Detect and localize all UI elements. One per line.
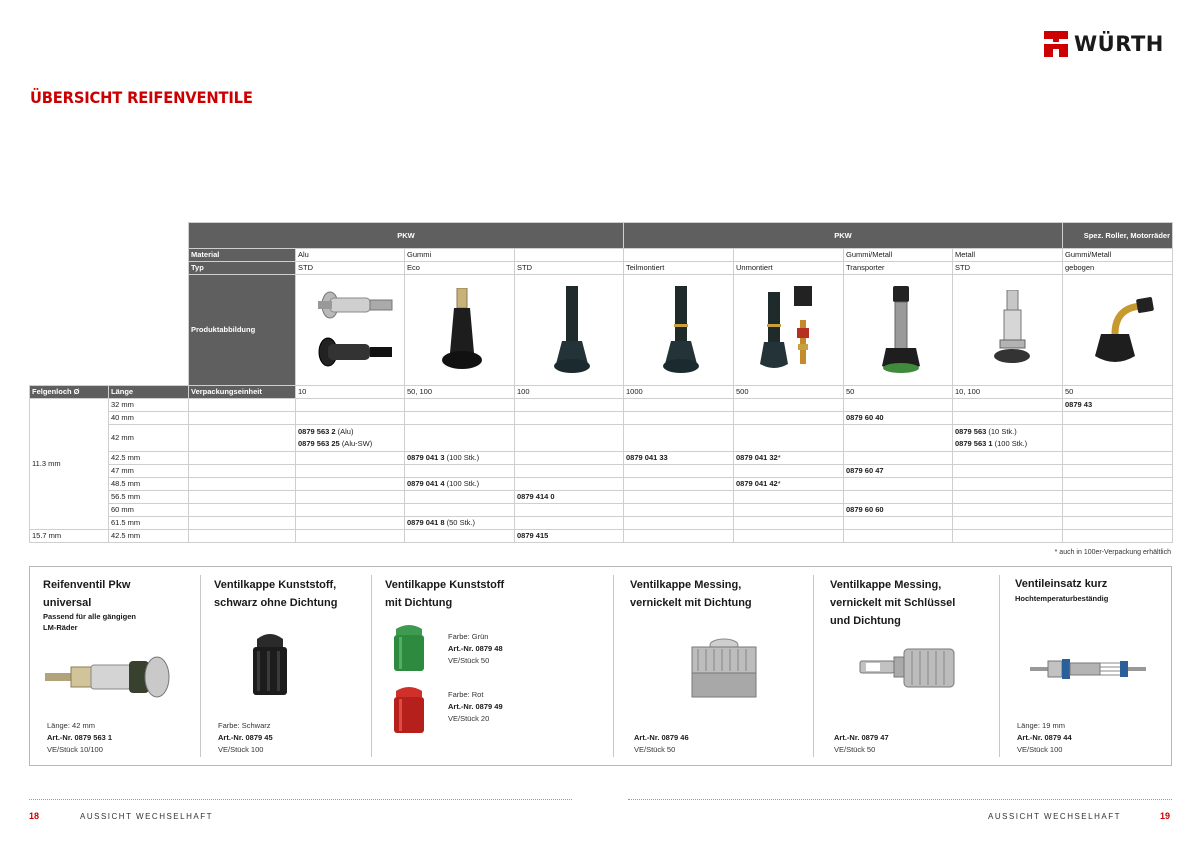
article-number: 0879 041 8 [407,518,445,527]
material-cell [624,249,734,262]
product-ve: VE/Stück 20 [448,714,490,723]
col-label-laenge: Länge [109,386,189,399]
laenge-cell: 42.5 mm [109,452,189,465]
article-note: (10 Stk.) [988,427,1017,436]
laenge-cell: 42.5 mm [109,530,189,543]
table-row [30,452,1173,465]
metal-valve-transporter-icon [876,286,926,376]
footer-divider [628,799,1172,800]
article-number: 0879 43 [1065,400,1093,409]
product-title: universal [43,597,92,609]
product-color: Farbe: Rot [448,690,484,699]
laenge-cell: 32 mm [109,399,189,412]
row-label-material: Material [189,249,296,262]
footer-title-left: AUSSICHT WECHSELHAFT [80,812,213,821]
product-card-ventilkappe-messing [614,567,814,765]
group-header-pkw-2: PKW [624,223,1063,249]
typ-cell: gebogen [1063,262,1173,275]
laenge-cell: 56.5 mm [109,491,189,504]
row-label-produktabbildung: Produktabbildung [189,275,296,386]
product-info: Farbe: Schwarz [218,721,271,730]
snap-in-valve-eco-icon [432,288,492,373]
typ-cell: Eco [405,262,515,275]
laenge-cell: 40 mm [109,412,189,425]
product-card-ventileinsatz [1000,567,1171,765]
product-image-eco [405,275,515,386]
snap-in-valve-std-icon [542,286,602,376]
product-article-number: Art.-Nr. 0879 48 [448,644,503,653]
product-ve: VE/Stück 10/100 [47,745,103,754]
black-valve-cap-icon [245,629,295,704]
article-note: (100 Stk.) [994,439,1028,448]
col-label-verpackung: Verpackungseinheit [189,386,296,399]
verpackung-cell: 1000 [624,386,734,399]
article-number: 0879 60 40 [846,413,884,422]
verpackung-cell: 50, 100 [405,386,515,399]
material-cell [515,249,624,262]
row-label-typ: Typ [189,262,296,275]
table-row [30,517,1173,530]
typ-cell: Unmontiert [734,262,844,275]
material-cell: Alu [296,249,405,262]
card-divider [999,575,1000,757]
article-note: (100 Stk.) [446,453,480,462]
table-row [30,478,1173,491]
footer-title-right: AUSSICHT WECHSELHAFT [988,812,1121,821]
product-title: mit Dichtung [385,597,453,609]
laenge-cell: 61.5 mm [109,517,189,530]
bent-valve-icon [1087,294,1157,369]
table-row [30,399,1173,412]
product-card-ventilkappe-schluessel [814,567,1000,765]
group-header-pkw-1: PKW [189,223,624,249]
product-image-metall [953,275,1063,386]
footer-divider [29,799,572,800]
product-article-number: Art.-Nr. 0879 563 1 [47,733,113,742]
verpackung-cell: 50 [844,386,953,399]
card-divider [371,575,372,757]
product-ve: VE/Stück 50 [834,745,876,754]
verpackung-cell: 50 [1063,386,1173,399]
product-title: Ventileinsatz kurz [1015,578,1108,590]
table-row [30,412,1173,425]
product-card-ventilkappe-schwarz [201,567,372,765]
product-subtitle: Passend für alle gängigen [43,612,136,621]
product-image-transporter [844,275,953,386]
wuerth-logo-icon [1044,31,1068,57]
card-divider [200,575,201,757]
product-ve: VE/Stück 50 [634,745,676,754]
table-row [30,491,1173,504]
metal-valve-std-icon [990,290,1035,375]
table-row [30,425,1173,452]
product-article-number: Art.-Nr. 0879 44 [1017,733,1072,742]
product-title: Ventilkappe Kunststoff [385,579,505,591]
article-number: 0879 414 0 [517,492,555,501]
article-note: (Alu-SW) [341,439,373,448]
verpackung-cell: 500 [734,386,844,399]
product-title: und Dichtung [830,615,901,627]
product-info: Länge: 42 mm [47,721,95,730]
article-number: 0879 041 33 [626,453,668,462]
page-number-right: 19 [1160,811,1171,821]
product-card-reifenventil [30,567,201,765]
article-note: (Alu) [337,427,354,436]
article-number: 0879 563 [955,427,987,436]
snap-in-valve-unmontiert-icon [756,284,836,376]
valve-overview-table [29,222,1173,543]
product-ve: VE/Stück 100 [218,745,264,754]
laenge-cell: 42 mm [109,425,189,452]
product-ve: VE/Stück 50 [448,656,490,665]
alu-valve-silver-icon [308,290,398,320]
product-article-number: Art.-Nr. 0879 46 [634,733,689,742]
article-number: 0879 563 1 [955,439,993,448]
footnote: * auch in 100er-Verpackung erhältlich [1054,549,1171,556]
article-note: (50 Stk.) [446,518,475,527]
product-title: schwarz ohne Dichtung [214,597,338,609]
article-number: 0879 415 [517,531,549,540]
product-info: Länge: 19 mm [1017,721,1065,730]
wuerth-logo [1044,30,1172,58]
product-title: Ventilkappe Messing, [830,579,942,591]
product-article-number: Art.-Nr. 0879 49 [448,702,503,711]
laenge-cell: 60 mm [109,504,189,517]
typ-cell: STD [515,262,624,275]
page-number-left: 18 [29,811,40,821]
table-row [30,530,1173,543]
article-number: 0879 041 32 [736,453,778,462]
valve-core-icon [1030,651,1148,687]
article-number: 0879 041 3 [407,453,445,462]
laenge-cell: 48.5 mm [109,478,189,491]
article-number: 0879 563 25 [298,439,340,448]
key-valve-cap-icon [858,643,958,693]
material-cell: Gummi [405,249,515,262]
felgenloch-cell: 15.7 mm [30,530,109,543]
card-divider [813,575,814,757]
verpackung-cell: 10 [296,386,405,399]
card-divider [613,575,614,757]
product-image-teilmontiert [624,275,734,386]
material-cell: Gummi/Metall [1063,249,1173,262]
footnote-mark: * [777,453,781,462]
material-cell: Metall [953,249,1063,262]
article-number: 0879 041 4 [407,479,445,488]
typ-cell: STD [296,262,405,275]
typ-cell: STD [953,262,1063,275]
footnote-mark: * [777,479,781,488]
product-title: Ventilkappe Messing, [630,579,742,591]
laenge-cell: 47 mm [109,465,189,478]
material-cell: Gummi/Metall [844,249,953,262]
product-image-std [515,275,624,386]
article-number: 0879 60 60 [846,505,884,514]
page-title: ÜBERSICHT REIFENVENTILE [30,88,253,107]
article-number: 0879 563 2 [298,427,336,436]
article-number: 0879 60 47 [846,466,884,475]
product-color: Farbe: Grün [448,632,489,641]
alu-valve-black-icon [308,336,398,368]
product-card-ventilkappe-farbig [372,567,614,765]
verpackung-cell: 10, 100 [953,386,1063,399]
product-article-number: Art.-Nr. 0879 47 [834,733,889,742]
product-title: vernickelt mit Schlüssel [830,597,956,609]
green-valve-cap-icon [390,623,428,675]
clamp-in-valve-icon [45,655,175,700]
felgenloch-cell: 11.3 mm [30,399,109,530]
material-cell [734,249,844,262]
brass-valve-cap-icon [684,633,764,705]
product-title: vernickelt mit Dichtung [630,597,752,609]
product-article-number: Art.-Nr. 0879 45 [218,733,273,742]
product-image-gebogen [1063,275,1173,386]
product-ve: VE/Stück 100 [1017,745,1063,754]
product-image-alu [296,275,405,386]
product-title: Ventilkappe Kunststoff, [214,579,337,591]
group-header-roller: Spez. Roller, Motorräder [1063,223,1173,249]
product-title: Reifenventil Pkw [43,579,131,591]
brand-name: WÜRTH [1074,32,1164,56]
article-note: (100 Stk.) [446,479,480,488]
product-subtitle: Hochtemperaturbeständig [1015,594,1109,603]
typ-cell: Transporter [844,262,953,275]
product-subtitle: LM-Räder [43,623,78,632]
table-row [30,465,1173,478]
article-number: 0879 041 42 [736,479,778,488]
table-row [30,504,1173,517]
snap-in-valve-teilmontiert-icon [651,286,711,376]
product-image-unmontiert [734,275,844,386]
red-valve-cap-icon [390,685,428,737]
col-label-felgenloch: Felgenloch Ø [30,386,109,399]
typ-cell: Teilmontiert [624,262,734,275]
verpackung-cell: 100 [515,386,624,399]
